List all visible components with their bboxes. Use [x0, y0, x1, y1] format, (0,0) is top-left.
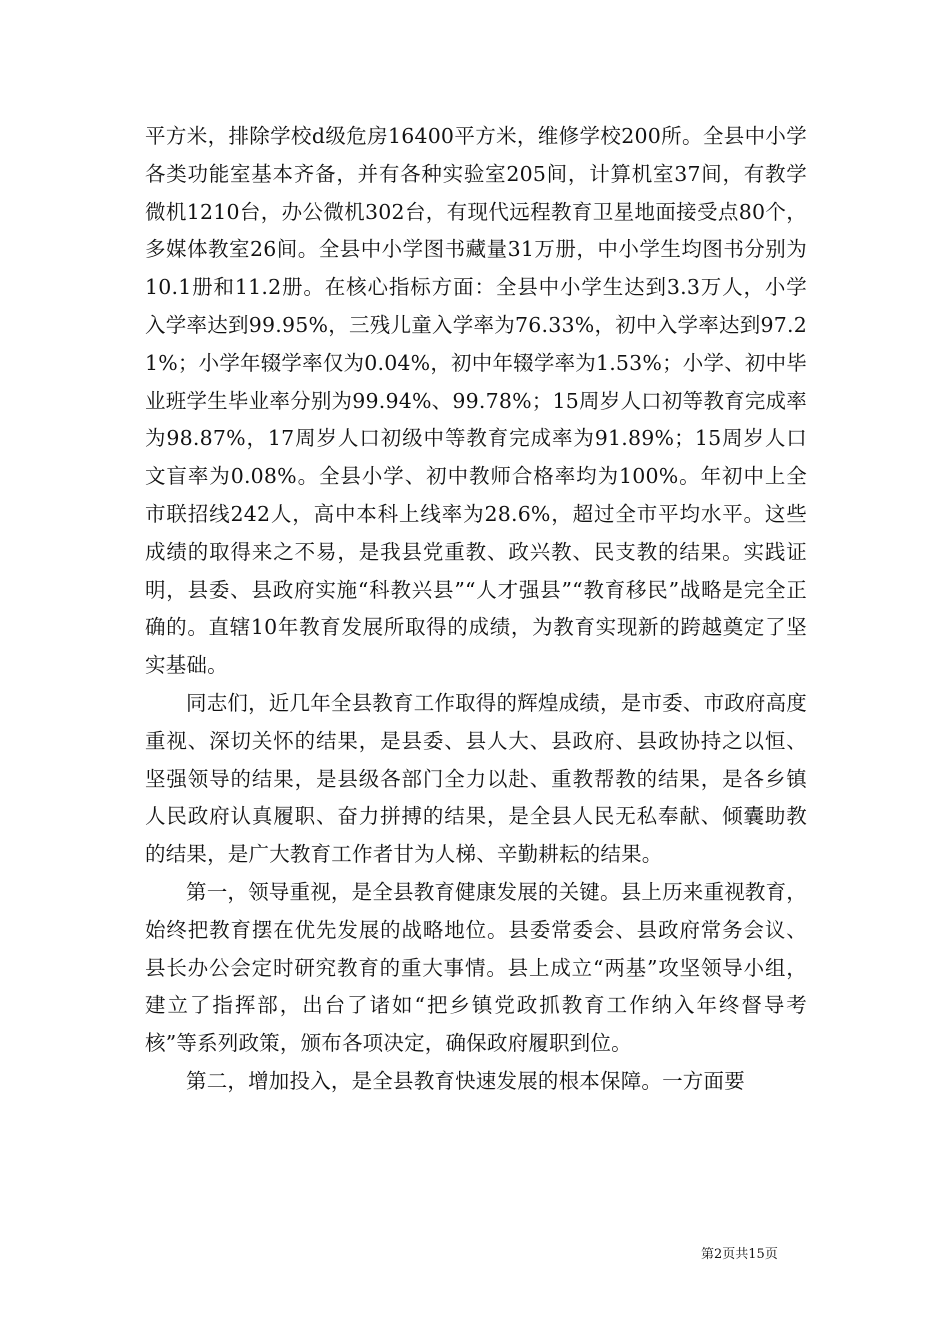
paragraph-point-two: 第二，增加投入，是全县教育快速发展的根本保障。一方面要: [186, 1068, 745, 1093]
document-body: [145, 118, 807, 1101]
paragraph-point-one: 第一，领导重视，是全县教育健康发展的关键。县上历来重视教育，始终把教育摆在优先发展的战略地位。县委常委会、县政府常务会议、县长办公会定时研究教育的重大事情。县上成立“两基”攻坚领导小组，建立了指挥部，出台了诸如“把乡镇党政抓教育工作纳入年终督导考核”等系列政策，颁布各项决定，确保政府履职到位。: [145, 879, 807, 1056]
paragraph-acknowledgement: 同志们，近几年全县教育工作取得的辉煌成绩，是市委、市政府高度重视、深切关怀的结果，是县委、县人大、县政府、县政协持之以恒、坚强领导的结果，是县级各部门全力以赴、重教帮教的结果，是各乡镇人民政府认真履职、奋力拼搏的结果，是全县人民无私奉献、倾囊助教的结果，是广大教育工作者甘为人梯、辛勤耕耘的结果。: [145, 690, 807, 867]
paragraph-continuation: 平方米，排除学校d级危房16400平方米，维修学校200所。全县中小学各类功能室基本齐备，并有各种实验室205间，计算机室37间，有教学微机1210台，办公微机302台，有现代远程教育卫星地面接受点80个，多媒体教室26间。全县中小学图书藏量31万册，中小学生均图书分别为10.1册和11.2册。在核心指标方面：全县中小学生达到3.3万人，小学入学率达到99.95%，三残儿童入学率为76.33%，初中入学率达到97.21%；小学年辍学率仅为0.04%，初中年辍学率为1.53%；小学、初中毕业班学生毕业率分别为99.94%、99.78%；15周岁人口初等教育完成率为98.87%，17周岁人口初级中等教育完成率为91.89%；15周岁人口文盲率为0.08%。全县小学、初中教师合格率均为100%。年初中上全市联招线242人，高中本科上线率为28.6%，超过全市平均水平。这些成绩的取得来之不易，是我县党重教、政兴教、民支教的结果。实践证明，县委、县政府实施“科教兴县”“人才强县”“教育移民”战略是完全正确的。直辖10年教育发展所取得的成绩，为教育实现新的跨越奠定了坚实基础。: [145, 124, 807, 678]
page-number-footer: 第2页共15页: [701, 1247, 778, 1262]
